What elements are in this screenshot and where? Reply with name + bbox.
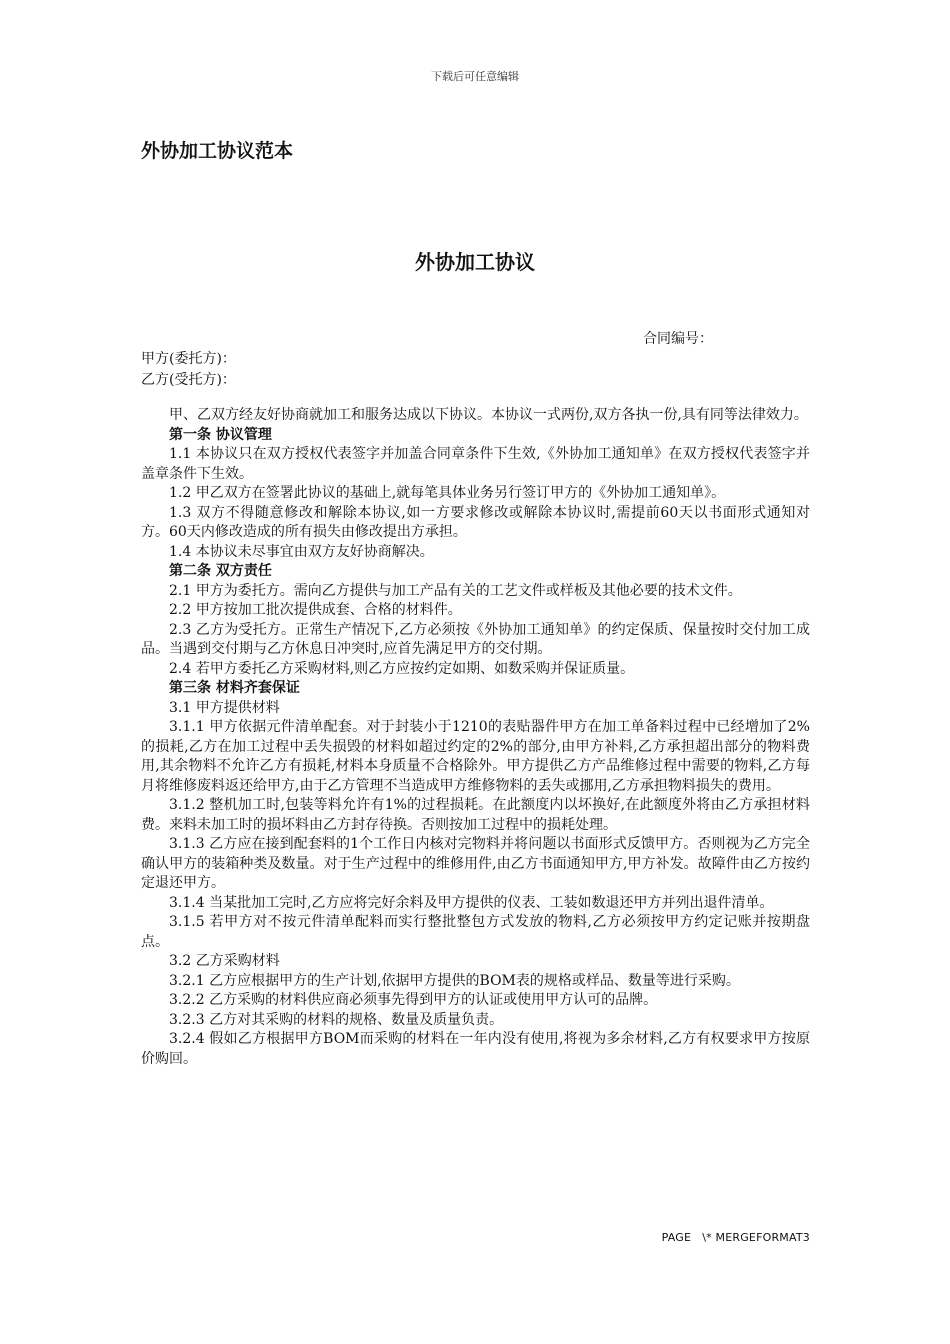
header-note: 下载后可任意编辑 [431,70,519,83]
document-title: 外协加工协议范本 [141,140,294,162]
section-heading: 第三条 材料齐套保证 [169,680,300,696]
section-heading: 第一条 协议管理 [169,426,272,443]
contract-number-label: 合同编号： [643,331,713,347]
paragraph: 2.1 甲方为委托方。需向乙方提供与加工产品有关的工艺文件或样板及其他必要的技术文件。 [169,582,742,599]
paragraph: 3.2 乙方采购材料 [169,953,280,969]
agreement-body [141,406,810,1069]
paragraph: 3.1.1 甲方依据元件清单配套。对于封装小于1210的表贴器件甲方在加工单备料过程中已经增加了2%的损耗,乙方在加工过程中丢失损毁的材料如超过约定的2%的部分,由甲方补料,乙方承担超出部分的物料费用,其余物料不允许乙方有损耗,材料本身质量不合格除外。甲方提供乙方产品维修过程中需要的物料,乙方每月将维修废料返还给甲方,由于乙方管理不当造成甲方维修物料的丢失或挪用,乙方承担物料损失的费用。 [141,719,810,794]
paragraph: 3.1 甲方提供材料 [169,699,280,716]
paragraph: 3.1.5 若甲方对不按元件清单配料而实行整批整包方式发放的物料,乙方必须按甲方约定记账并按期盘点。 [141,914,810,950]
paragraph: 3.1.4 当某批加工完时,乙方应将完好余料及甲方提供的仪表、工装如数退还甲方并列出退件清单。 [169,894,774,911]
paragraph: 1.3 双方不得随意修改和解除本协议,如一方要求修改或解除本协议时,需提前60天以书面形式通知对方。60天内修改造成的所有损失由修改提出方承担。 [141,504,810,540]
party-b-label: 乙方(受托方)： [141,372,236,388]
agreement-title: 外协加工协议 [415,250,535,274]
paragraph: 2.3 乙方为受托方。正常生产情况下,乙方必须按《外协加工通知单》的约定保质、保量按时交付加工成品。当遇到交付期与乙方休息日冲突时,应首先满足甲方的交付期。 [141,621,810,657]
paragraph: 3.2.1 乙方应根据甲方的生产计划,依据甲方提供的BOM表的规格或样品、数量等进行采购。 [169,972,740,989]
paragraph: 3.2.2 乙方采购的材料供应商必须事先得到甲方的认证或使用甲方认可的品牌。 [169,992,658,1008]
paragraph: 1.2 甲乙双方在签署此协议的基础上,就每笔具体业务另行签订甲方的《外协加工通知单》。 [169,485,726,501]
section-heading: 第二条 双方责任 [169,563,272,579]
paragraph: 2.4 若甲方委托乙方采购材料,则乙方应按约定如期、如数采购并保证质量。 [169,660,635,677]
paragraph: 3.2.4 假如乙方根据甲方BOM而采购的材料在一年内没有使用,将视为多余材料,乙方有权要求甲方按原价购回。 [141,1031,810,1067]
paragraph: 1.4 本协议未尽事宜由双方友好协商解决。 [169,543,434,560]
page-number-field: PAGE \* MERGEFORMAT3 [661,1231,810,1244]
paragraph: 3.1.3 乙方应在接到配套料的1个工作日内核对完物料并将问题以书面形式反馈甲方。否则视为乙方完全确认甲方的装箱种类及数量。对于生产过程中的维修用件,由乙方书面通知甲方,甲方补发。故障件由乙方按约定退还甲方。 [141,836,810,891]
party-a-label: 甲方(委托方)： [141,351,236,367]
paragraph: 甲、乙双方经友好协商就加工和服务达成以下协议。本协议一式两份,双方各执一份,具有同等法律效力。 [169,407,808,423]
paragraph: 2.2 甲方按加工批次提供成套、合格的材料件。 [169,602,462,618]
paragraph: 3.1.2 整机加工时,包装等料允许有1%的过程损耗。在此额度内以坏换好,在此额度外将由乙方承担材料费。来料未加工时的损坏料由乙方封存待换。否则按加工过程中的损耗处理。 [141,797,810,833]
paragraph: 3.2.3 乙方对其采购的材料的规格、数量及质量负责。 [169,1011,504,1028]
paragraph: 1.1 本协议只在双方授权代表签字并加盖合同章条件下生效,《外协加工通知单》在双方授权代表签字并盖章条件下生效。 [141,446,810,482]
